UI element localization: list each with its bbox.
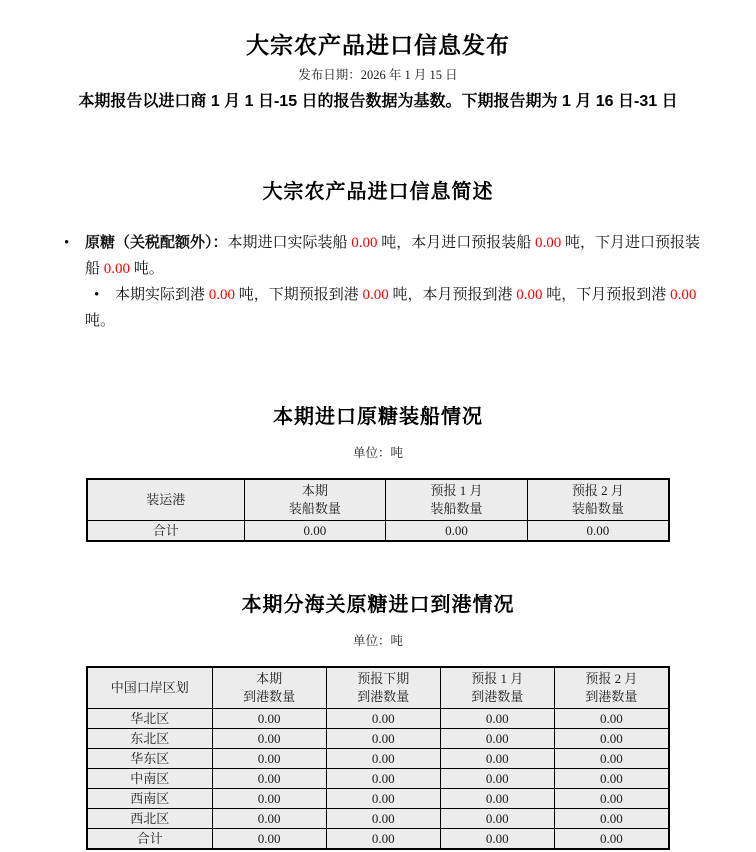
table-row: [87, 769, 669, 789]
table-header-cell: 本期 到港数量: [212, 667, 326, 709]
shipping-unit-label: 单位：吨: [352, 446, 403, 460]
row-label-cell: 合计: [87, 521, 244, 542]
summary-section-title: 大宗农产品进口信息简述: [262, 181, 494, 203]
table-header-cell: 中国口岸区划: [87, 667, 212, 709]
arrival-section-title: 本期分海关原糖进口到港情况: [241, 594, 515, 616]
value-highlight: 0.00: [351, 235, 378, 251]
row-label-cell: 东北区: [87, 729, 212, 749]
table-row: [87, 709, 669, 729]
table-header-cell: 预报下期 到港数量: [326, 667, 440, 709]
value-cell: 0.00: [440, 749, 554, 769]
value-cell: 0.00: [386, 521, 528, 542]
summary-bullet-list: [62, 230, 708, 334]
value-cell: 0.00: [212, 769, 326, 789]
bullet-text-segment: 吨，下期预报到港: [235, 287, 363, 303]
row-label-cell: 华东区: [87, 749, 212, 769]
value-cell: 0.00: [326, 729, 440, 749]
table-header-cell: 预报 2 月 装船数量: [527, 479, 669, 521]
arrival-unit-label: 单位：吨: [352, 634, 403, 648]
value-cell: 0.00: [554, 709, 669, 729]
table-header-cell: 预报 1 月 装船数量: [386, 479, 528, 521]
publish-date: 发布日期：2026 年 1 月 15 日: [298, 68, 458, 82]
value-cell: 0.00: [440, 809, 554, 829]
bullet-text-segment: 吨。: [130, 261, 164, 277]
summary-bullet: [62, 230, 708, 282]
bullet-text-segment: 吨。: [85, 313, 116, 329]
table-row: [87, 729, 669, 749]
table-row: [87, 521, 669, 542]
value-cell: 0.00: [554, 829, 669, 850]
table-header-row: [87, 667, 669, 709]
row-label-cell: 中南区: [87, 769, 212, 789]
report-period-note: 本期报告以进口商 1 月 1 日-15 日的报告数据为基数。下期报告期为 1 月 16 日-31 日: [78, 93, 678, 110]
shipping-section-title: 本期进口原糖装船情况: [273, 406, 483, 428]
bullet-text-segment: 吨，下月进口预报装船: [85, 235, 701, 277]
table-header-cell: 装运港: [87, 479, 244, 521]
value-cell: 0.00: [554, 769, 669, 789]
table-row: [87, 749, 669, 769]
value-cell: 0.00: [440, 709, 554, 729]
value-cell: 0.00: [326, 749, 440, 769]
value-cell: 0.00: [326, 769, 440, 789]
value-cell: 0.00: [212, 729, 326, 749]
value-cell: 0.00: [212, 749, 326, 769]
value-cell: 0.00: [554, 789, 669, 809]
value-cell: 0.00: [212, 709, 326, 729]
bullet-text-segment: 本期进口实际装船: [227, 235, 352, 251]
value-cell: 0.00: [440, 789, 554, 809]
value-cell: 0.00: [440, 769, 554, 789]
row-label-cell: 合计: [87, 829, 212, 850]
value-cell: 0.00: [326, 809, 440, 829]
table-row: [87, 829, 669, 850]
row-label-cell: 西南区: [87, 789, 212, 809]
value-cell: 0.00: [326, 709, 440, 729]
value-cell: 0.00: [554, 809, 669, 829]
value-cell: 0.00: [326, 789, 440, 809]
value-cell: 0.00: [554, 729, 669, 749]
bullet-text-segment: 原糖（关税配额外）：: [85, 235, 228, 251]
bullet-text-segment: 吨，本月进口预报装船: [377, 235, 536, 251]
value-highlight: 0.00: [516, 287, 543, 303]
value-cell: 0.00: [326, 829, 440, 850]
summary-bullet: [62, 282, 708, 334]
value-highlight: 0.00: [362, 287, 389, 303]
bullet-text-segment: 吨，下月预报到港: [542, 287, 671, 303]
value-highlight: 0.00: [535, 235, 562, 251]
value-cell: 0.00: [212, 809, 326, 829]
bullet-text-segment: 本期实际到港: [115, 287, 209, 303]
table-header-cell: 预报 2 月 到港数量: [554, 667, 669, 709]
value-highlight: 0.00: [670, 287, 697, 303]
value-highlight: 0.00: [208, 287, 236, 303]
bullet-text-segment: 吨，本月预报到港: [388, 287, 517, 303]
table-header-cell: 本期 装船数量: [244, 479, 386, 521]
value-cell: 0.00: [440, 729, 554, 749]
value-cell: 0.00: [440, 829, 554, 850]
value-highlight: 0.00: [103, 261, 131, 277]
row-label-cell: 华北区: [87, 709, 212, 729]
table-row: [87, 809, 669, 829]
value-cell: 0.00: [554, 749, 669, 769]
value-cell: 0.00: [527, 521, 669, 542]
arrival-table: [86, 666, 670, 850]
value-cell: 0.00: [212, 829, 326, 850]
table-header-cell: 预报 1 月 到港数量: [440, 667, 554, 709]
shipping-table: [86, 478, 670, 542]
document-title: 大宗农产品进口信息发布: [246, 32, 510, 58]
value-cell: 0.00: [244, 521, 386, 542]
table-row: [87, 789, 669, 809]
table-header-row: [87, 479, 669, 521]
value-cell: 0.00: [212, 789, 326, 809]
row-label-cell: 西北区: [87, 809, 212, 829]
